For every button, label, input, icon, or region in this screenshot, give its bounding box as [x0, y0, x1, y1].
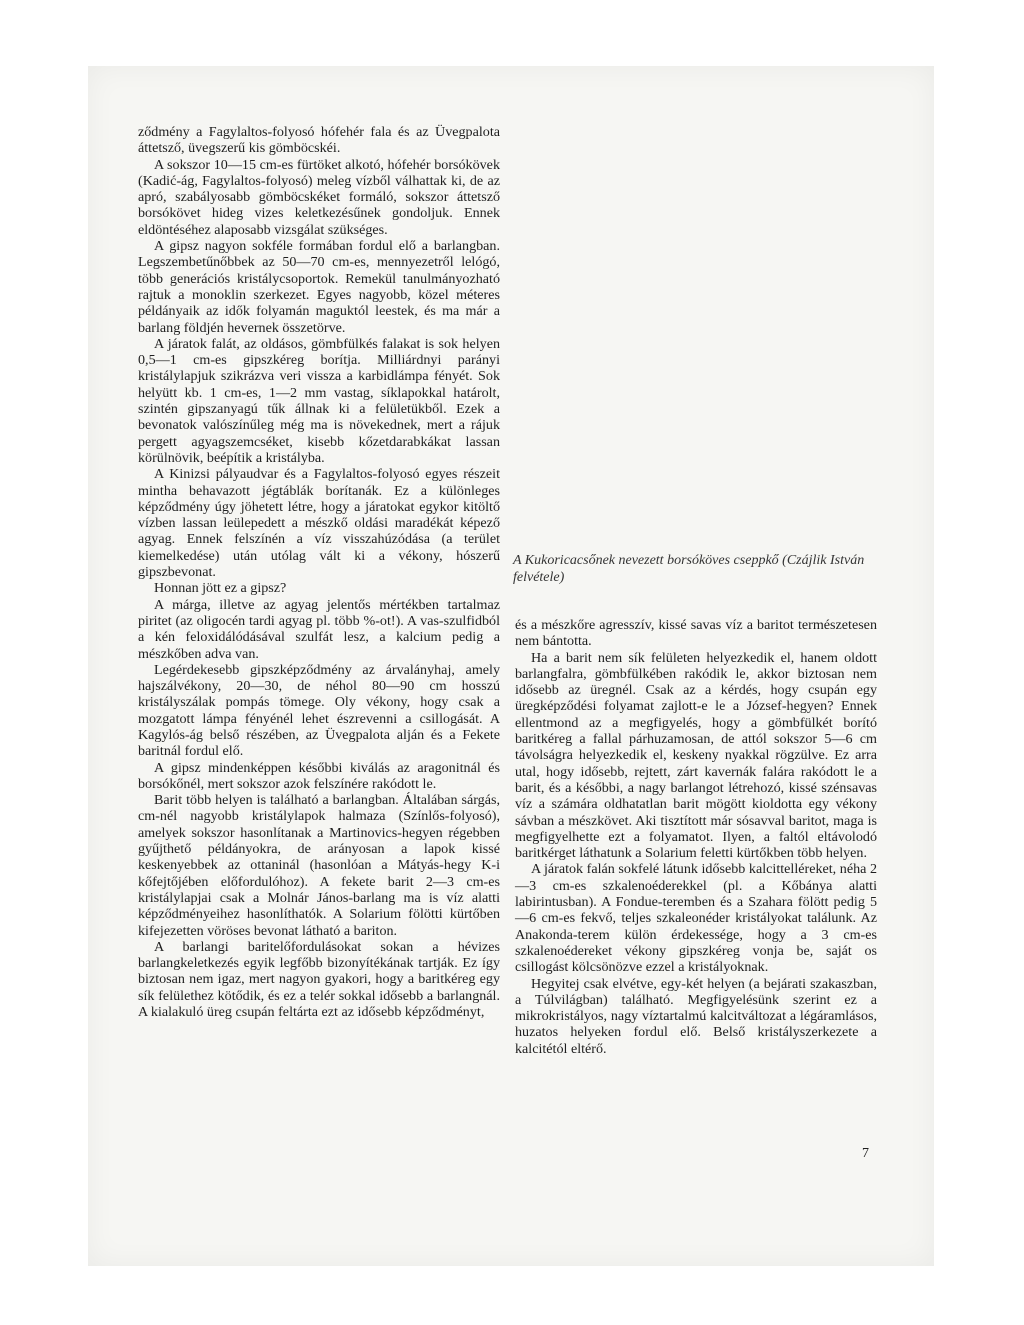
paragraph: Ha a barit nem sík felületen helyezkedik el, hanem oldott barlangfalra, gömbfülkében rakódik le, akkor biztosan nem idősebb az üregnél. Csak az a kérdés, hogy csupán egy üregképződési folyamat zajlott-e le a József-hegyen? Ennek ellentmond az a megfigyelés, hogy a gömbfülkét borító baritkéreg a fallal párhuzamosan, de attól sokszor 5—6 cm távolságra helyezkedik el, keskeny nyakkal rögzülve. Ez arra utal, hogy idősebb, rejtett, zárt kavernák falára rakódott le a barit, és a későbbi, a nagy barlangot létrehozó, kissé szénsavas víz a számára oldhatatlan barit mögött kioldotta egy vékony sávban a mészkövet. Aki tisztított már sósavval baritot, maga is megfigyelhette ezt a folyamatot. Ilyen, a faltól eltávolodó baritkérget láthatunk a Solarium feletti kürtőkben több helyen.: [515, 649, 877, 862]
photo-caption: A Kukoricacsőnek nevezett borsóköves cseppkő (Czájlik István felvétele): [513, 553, 865, 585]
page-number: 7: [862, 1146, 869, 1161]
paragraph: Hegyitej csak elvétve, egy-két helyen (a bejárati szakaszban, a Túlvilágban) található. Megfigyelésünk szerint ez a mikrokristályos, nagy víztartalmú kalcitváltozat a légáramlásos, huzatos helyeken fordul elő. Belső kristályszerkezete a kalcitétól eltérő.: [515, 975, 877, 1057]
right-text-column: [515, 617, 877, 1057]
paragraph: és a mészkőre agresszív, kissé savas víz a baritot természetesen nem bántotta.: [515, 617, 877, 650]
paragraph: A barlangi baritelőfordulásokat sokan a hévizes barlangkeletkezés egyik legfőbb bizonyítékának tartják. Ez így biztosan nem igaz, mert nagyon gyakori, hogy a baritkéreg egy sík felülethez kötődik, és ez a telér sokkal idősebb a barlangnál. A kialakuló üreg csupán feltárta ezt az idősebb képződményt,: [138, 938, 500, 1021]
paragraph: A gipsz nagyon sokféle formában fordul elő a barlangban. Legszembetűnőbbek az 50—70 cm-es, mennyezetről lelógó, több generációs kristálycsoportok. Remekül tanulmányozható rajtuk a monoklin szerkezet. Egyes nagyobb, közel méteres példányaik az idők folyamán maguktól leestek, és ma már a barlang földjén hevernek összetörve.: [138, 238, 500, 336]
paragraph: A márga, illetve az agyag jelentős mértékben tartalmaz piritet (az oligocén tardi agyag pl. több %-ot!). A vas-szulfidból a kén feloxidálódásával szulfát lesz, a kalcium pedig a mészkőben adva van.: [138, 596, 500, 662]
paragraph: Barit több helyen is található a barlangban. Általában sárgás, cm-nél nagyobb kristálylapok halmaza (Színlős-folyosó), amelyek sokszor hasonlítanak a Martinovics-hegyen régebben gyűjthető példányokra, de arányosan a lapok kissé keskenyebbek az ottaninál (hasonlóan a Mátyás-hegy K-i kőfejtőjében előfordulóhoz). A fekete barit 2—3 cm-es kristálylapjai csak a Molnár János-barlang ma is víz alatti képződményeihez hasonlíthatók. A Solarium fölötti kürtőben kifejezetten vöröses bevonat látható a bariton.: [138, 792, 500, 939]
paragraph: Legérdekesebb gipszképződmény az árvalányhaj, amely hajszálvékony, 20—30, de néhol 80—90 cm hosszú kristályszálak pompás tömege. Oly vékony, hogy csak a mozgatott lámpa fényénél lehet észrevenni a csillogását. A Kagylós-ág belső részében, az Üvegpalota alján és a Fekete baritnál fordul elő.: [138, 661, 500, 760]
paragraph: A járatok falát, az oldásos, gömbfülkés falakat is sok helyen 0,5—1 cm-es gipszkéreg borítja. Milliárdnyi parányi kristálylapjuk szikrázva veri vissza a karbidlámpa fényét. Sok helyütt kb. 1 cm-es, 1—2 mm vastag, síklapokkal határolt, szintén gipszanyagú tűk állnak ki a felületükből. Ezek a bevonatok valószínűleg még ma is növekednek, mert a rájuk pergett agyagszemcséket, kisebb kőzetdarabkákat lassan körülnövik, beépítik a kristályba.: [138, 335, 500, 466]
paragraph: A sokszor 10—15 cm-es fürtöket alkotó, hófehér borsókövek (Kadić-ág, Fagylaltos-folyosó) meleg vízből válhattak ki, de az apró, szabályosabb gömböcskéket formáló, sokszor áttetsző borsókövet hideg vizes keletkezésűnek gondoljuk. Ennek eldöntéséhez alaposabb vizsgálat szükséges.: [138, 156, 500, 238]
left-text-column: [138, 124, 500, 1020]
paragraph: ződmény a Fagylaltos-folyosó hófehér fala és az Üvegpalota áttetsző, üvegszerű kis gömböcskéi.: [138, 124, 500, 157]
paragraph: A Kinizsi pályaudvar és a Fagylaltos-folyosó egyes részeit mintha behavazott jégtáblák borítanák. Ez a különleges képződmény úgy jöhetett létre, hogy a járatokat egykor kitöltő vízben lassan leülepedett a mészkő oldási maradékát képező agyag. Ennek felszínén a víz visszahúzódása (a terület kiemelkedése) után utólag vált ki a vékony, hószerű gipszbevonat.: [138, 466, 500, 581]
paragraph: A gipsz mindenképpen későbbi kiválás az aragonitnál és borsókőnél, mert sokszor azok felszínére rakódott le.: [138, 759, 500, 792]
paragraph: A járatok falán sokfelé látunk idősebb kalcittelléreket, néha 2—3 cm-es szkalenoéderekkel (pl. a Kőbánya alatti labirintusban). A Fondue-teremben és a Szahara fölött pedig 5—6 cm-es fekvő, teljes szkaleonéder kristályokat találunk. Az Anakonda-terem külön érdekessége, hogy a 3 cm-es szkalenoédereket vékony gipszkéreg vonja be, saját os csillogást kölcsönözve ezzel a kristályoknak.: [515, 861, 877, 976]
paragraph: Honnan jött ez a gipsz?: [154, 580, 287, 597]
